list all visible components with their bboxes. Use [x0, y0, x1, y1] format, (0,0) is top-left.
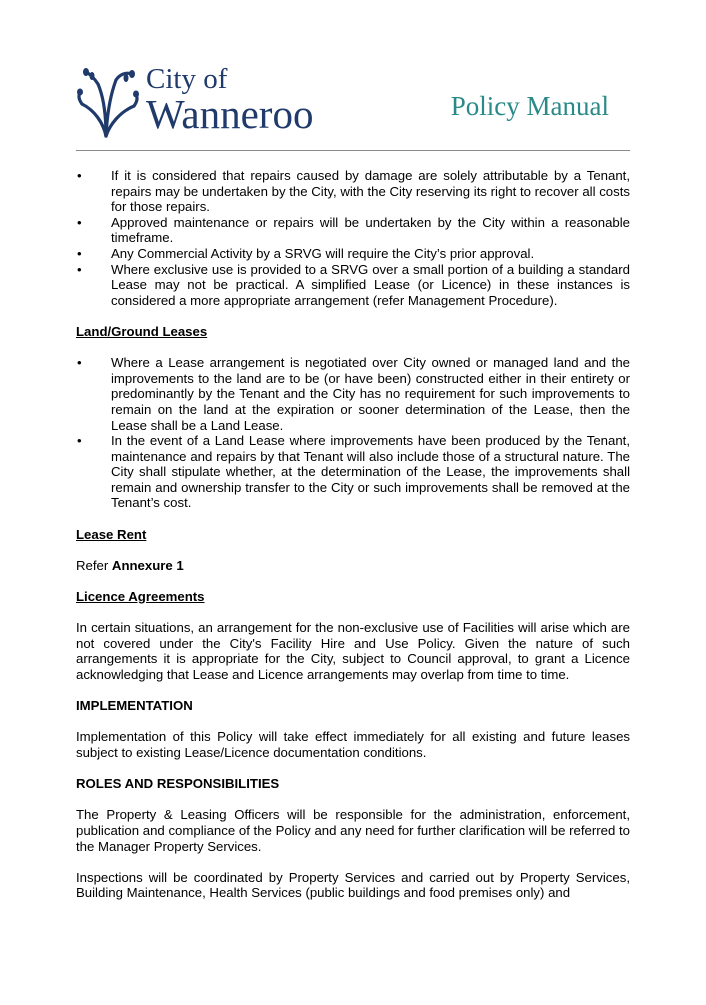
kangaroo-paw-logo-icon — [76, 66, 140, 138]
bullet-icon: • — [77, 245, 82, 261]
logo-city-text: City of — [146, 63, 228, 95]
land-leases-bullet-list — [76, 355, 630, 511]
refer-prefix: Refer — [76, 557, 109, 573]
lease-rent-heading: Lease Rent — [76, 526, 147, 542]
roles-body-1: The Property & Leasing Officers will be responsible for the administration, enforcement, publication and compliance of the Policy and any need for further clarification will be referred to the Manager Property Services. — [76, 807, 630, 854]
list-item-text: Approved maintenance or repairs will be undertaken by the City within a reasonable timeframe. — [111, 214, 630, 246]
bullet-icon: • — [77, 214, 82, 230]
implementation-body: Implementation of this Policy will take effect immediately for all existing and future leases subject to existing Lease/Licence documentation conditions. — [76, 729, 630, 760]
bullet-icon: • — [77, 261, 82, 277]
list-item-text: In the event of a Land Lease where improvements have been produced by the Tenant, maintenance and repairs by that Tenant will also include those of a structural nature. The City shall stipulate whether, at the determination of the Lease, the improvements shall remain and ownership transfer to the City or such improvements shall be removed at the Tenant’s cost. — [111, 433, 630, 511]
header-divider — [76, 150, 630, 151]
list-item-text: Where exclusive use is provided to a SRVG over a small portion of a building a standard Lease may not be practical. A simplified Lease (or Licence) in these instances is considered a more appropriate arrangement (refer Management Procedure). — [111, 261, 630, 308]
list-item — [76, 433, 630, 511]
list-item-text: Where a Lease arrangement is negotiated over City owned or managed land and the improvements to the land are to be (or have been) constructed either in their entirety or predominantly by the Tenant and the City has no requirement for such improvements to remain on the land at the expiration or sooner determination of the Lease, then the Lease shall be a Land Lease. — [111, 355, 630, 433]
annexure-reference: Annexure 1 — [111, 557, 184, 573]
city-logo — [76, 62, 326, 140]
document-body — [76, 168, 630, 901]
lease-rent-text — [76, 558, 630, 574]
roles-body-2: Inspections will be coordinated by Property Services and carried out by Property Services, Building Maintenance, Health Services (public buildings and food premises only) and — [76, 869, 630, 901]
list-item — [76, 215, 630, 246]
bullet-icon: • — [77, 355, 82, 371]
bullet-icon: • — [77, 433, 82, 449]
top-bullet-list — [76, 168, 630, 308]
implementation-heading: IMPLEMENTATION — [76, 698, 193, 714]
list-item — [76, 355, 630, 433]
policy-manual-title: Policy Manual — [450, 91, 609, 121]
list-item — [76, 168, 630, 215]
list-item-text: If it is considered that repairs caused by damage are solely attributable by a Tenant, repairs may be undertaken by the City, with the City reserving its right to recover all costs for those repairs. — [111, 168, 630, 215]
roles-heading: ROLES AND RESPONSIBILITIES — [76, 776, 280, 792]
page-header — [0, 0, 706, 160]
list-item — [76, 262, 630, 309]
list-item — [76, 246, 630, 262]
land-leases-heading: Land/Ground Leases — [76, 323, 208, 339]
licence-agreements-body: In certain situations, an arrangement for the non-exclusive use of Facilities will arise which are not covered under the City's Facility Hire and Use Policy. Given the nature of such arrangements it is appropriate for the City, subject to Council approval, to grant a Licence acknowledging that Lease and Licence arrangements may overlap from time to time. — [76, 620, 630, 682]
bullet-icon: • — [77, 168, 82, 183]
list-item-text: Any Commercial Activity by a SRVG will require the City’s prior approval. — [111, 245, 535, 261]
licence-agreements-heading: Licence Agreements — [76, 589, 205, 605]
logo-wanneroo-text: Wanneroo — [146, 91, 314, 137]
